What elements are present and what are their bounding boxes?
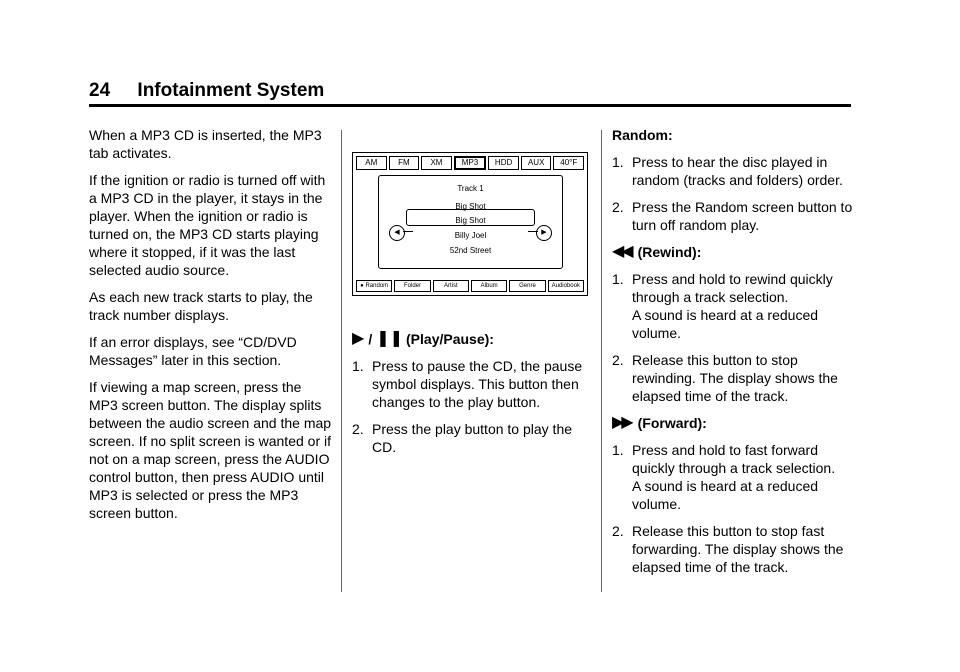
- play-pause-heading-text: (Play/Pause):: [406, 331, 494, 347]
- list-item: [352, 357, 592, 411]
- section-title: Infotainment System: [137, 80, 325, 101]
- step-text: [632, 441, 862, 513]
- random-label: Random: [365, 283, 389, 289]
- folder-screen-button: Folder: [394, 280, 430, 292]
- play-pause-heading: [352, 330, 592, 348]
- step-number: 1.: [612, 271, 624, 287]
- tab-fm: FM: [389, 156, 420, 170]
- active-dot-icon: ●: [360, 283, 364, 289]
- paragraph: If the ignition or radio is turned off with a MP3 CD in the player, it stays in the player. When the ignition or radio is turned on, the MP3 CD starts playing where it stopped, if it was the last selected audio source.: [89, 172, 326, 278]
- tab-am: AM: [356, 156, 387, 170]
- track-info-panel: [378, 175, 563, 269]
- rewind-heading: [612, 243, 862, 261]
- step-main-text: Press and hold to fast forward quickly through a track selection.: [632, 442, 836, 476]
- album-name: 52nd Street: [449, 246, 492, 255]
- source-tabs: [356, 156, 584, 170]
- step-number: 1.: [612, 154, 624, 170]
- artist-name: Billy Joel: [454, 231, 487, 240]
- column-3: [612, 126, 862, 585]
- rewind-icon: ◀◀: [612, 243, 631, 260]
- tab-aux: AUX: [521, 156, 552, 170]
- step-number: 2.: [612, 352, 624, 368]
- slash: /: [368, 331, 373, 347]
- temperature-readout: 40°F: [553, 156, 584, 170]
- paragraph: When a MP3 CD is inserted, the MP3 tab activates.: [89, 127, 322, 161]
- tab-xm: XM: [421, 156, 452, 170]
- step-number: 2.: [352, 421, 364, 437]
- paragraph: If viewing a map screen, press the MP3 screen button. The display splits between the audio screen and the map screen. If no split screen is wanted or if not on a map screen, press the AUDIO control button, then press AUDIO until MP3 is selected or press the MP3 screen button.: [89, 379, 332, 521]
- step-text: Press the Random screen button to turn off random play.: [632, 199, 853, 233]
- step-text: Press to hear the disc played in random (tracks and folders) order.: [632, 154, 843, 188]
- list-item: [612, 522, 862, 576]
- genre-screen-button: Genre: [509, 280, 545, 292]
- list-item: [352, 420, 592, 456]
- next-arrow-icon: ▶: [536, 225, 552, 241]
- list-item: [612, 198, 862, 234]
- column-1: [89, 126, 333, 531]
- rewind-heading-text: (Rewind):: [637, 244, 702, 260]
- audiobook-screen-button: Audiobook: [548, 280, 584, 292]
- step-text: [632, 270, 862, 342]
- list-item: [612, 153, 862, 189]
- forward-heading: [612, 414, 862, 432]
- list-item: [612, 351, 862, 405]
- step-sub-text: A sound is heard at a reduced volume.: [632, 307, 819, 341]
- step-number: 1.: [612, 442, 624, 458]
- pause-icon: ❚❚: [376, 330, 404, 347]
- paragraph: If an error displays, see “CD/DVD Messages” later in this section.: [89, 334, 297, 368]
- random-screen-button: [356, 280, 392, 292]
- mp3-screen-illustration: [352, 152, 588, 296]
- column-divider-1: [341, 130, 342, 592]
- step-text: Release this button to stop rewinding. The display shows the elapsed time of the track.: [632, 352, 838, 404]
- forward-heading-text: (Forward):: [637, 415, 707, 431]
- tab-hdd: HDD: [488, 156, 519, 170]
- step-main-text: Press and hold to rewind quickly through a track selection.: [632, 271, 833, 305]
- step-sub-text: A sound is heard at a reduced volume.: [632, 478, 819, 512]
- step-text: Press the play button to play the CD.: [372, 421, 573, 455]
- random-heading: Random:: [612, 127, 673, 143]
- column-divider-2: [601, 130, 602, 592]
- track-number: Track 1: [457, 184, 484, 193]
- list-item: [612, 441, 862, 513]
- step-number: 2.: [612, 523, 624, 539]
- artist-screen-button: Artist: [433, 280, 469, 292]
- track-title: Big Shot: [455, 202, 486, 211]
- step-text: Press to pause the CD, the pause symbol displays. This button then changes to the play button.: [372, 358, 583, 410]
- step-number: 1.: [352, 358, 364, 374]
- column-2: [352, 126, 592, 465]
- screen-buttons: [356, 280, 584, 292]
- step-number: 2.: [612, 199, 624, 215]
- previous-arrow-icon: ◀: [389, 225, 405, 241]
- list-item: [612, 270, 862, 342]
- step-text: Release this button to stop fast forwarding. The display shows the elapsed time of the track.: [632, 523, 844, 575]
- tab-mp3: MP3: [454, 156, 487, 170]
- page-header: [89, 80, 851, 107]
- page-number: 24: [89, 80, 111, 101]
- album-screen-button: Album: [471, 280, 507, 292]
- play-icon: ▶: [352, 330, 362, 347]
- paragraph: As each new track starts to play, the track number displays.: [89, 289, 313, 323]
- selected-track-title: Big Shot: [455, 216, 486, 225]
- fast-forward-icon: ▶▶: [612, 414, 631, 431]
